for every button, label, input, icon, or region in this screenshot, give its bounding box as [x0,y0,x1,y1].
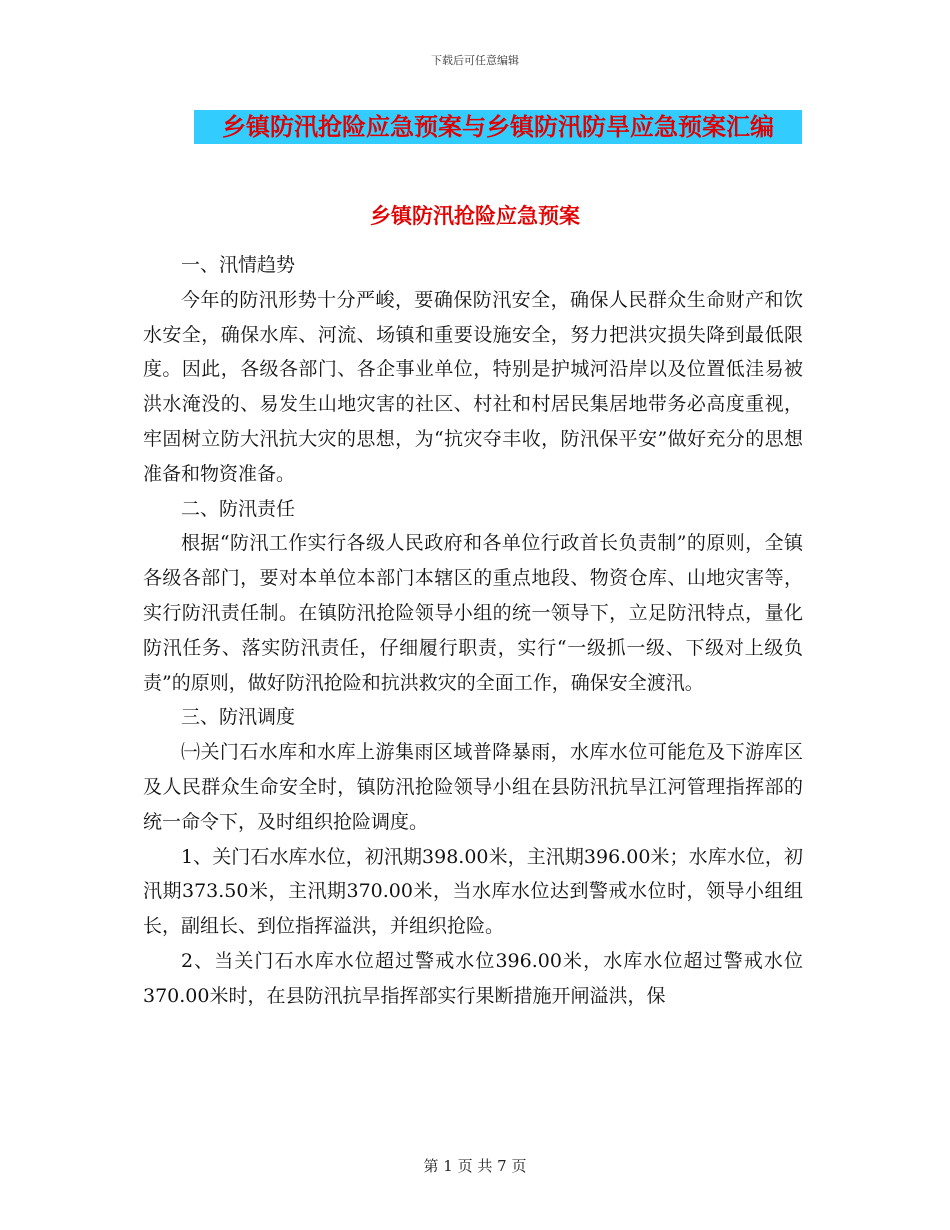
document-main-title: 乡镇防汛抢险应急预案与乡镇防汛防旱应急预案汇编 [194,110,802,144]
body-paragraph: 1、关门石水库水位，初汛期398.00米，主汛期396.00米；水库水位，初汛期373.50米，主汛期370.00米，当水库水位达到警戒水位时，领导小组组长，副组长、到位指挥溢洪，并组织抢险。 [143,845,803,938]
section-heading: 一、汛情趋势 [181,254,296,276]
section-heading: 二、防汛责任 [181,497,296,520]
body-paragraph: 今年的防汛形势十分严峻，要确保防汛安全，确保人民群众生命财产和饮水安全，确保水库、河流、场镇和重要设施安全，努力把洪灾损失降到最低限度。因此，各级各部门、各企事业单位，特别是护城河沿岸以及位置低洼易被洪水淹没的、易发生山地灾害的社区、村社和村居民集居地带务必高度重视，牢固树立防大汛抗大灾的思想，为“抗灾夺丰收，防汛保平安”做好充分的思想准备和物资准备。 [143,288,803,485]
header-note: 下载后可任意编辑 [431,54,519,67]
document-body [143,248,803,1014]
document-sub-title: 乡镇防汛抢险应急预案 [370,204,580,228]
body-paragraph: ㈠关门石水库和水库上游集雨区域普降暴雨，水库水位可能危及下游库区及人民群众生命安全时，镇防汛抢险领导小组在县防汛抗旱江河管理指挥部的统一命令下，及时组织抢险调度。 [143,741,803,833]
body-paragraph: 根据“防汛工作实行各级人民政府和各单位行政首长负责制”的原则，全镇各级各部门，要对本单位本部门本辖区的重点地段、物资仓库、山地灾害等，实行防汛责任制。在镇防汛抢险领导小组的统一领导下，立足防汛特点，量化防汛任务、落实防汛责任，仔细履行职责，实行“一级抓一级、下级对上级负责”的原则，做好防汛抢险和抗洪救灾的全面工作，确保安全渡汛。 [143,532,803,694]
page-footer: 第 1 页 共 7 页 [423,1157,527,1175]
section-heading: 三、防汛调度 [181,706,296,729]
body-paragraph: 2、当关门石水库水位超过警戒水位396.00米，水库水位超过警戒水位370.00米时，在县防汛抗旱指挥部实行果断措施开闸溢洪，保 [143,949,803,1007]
